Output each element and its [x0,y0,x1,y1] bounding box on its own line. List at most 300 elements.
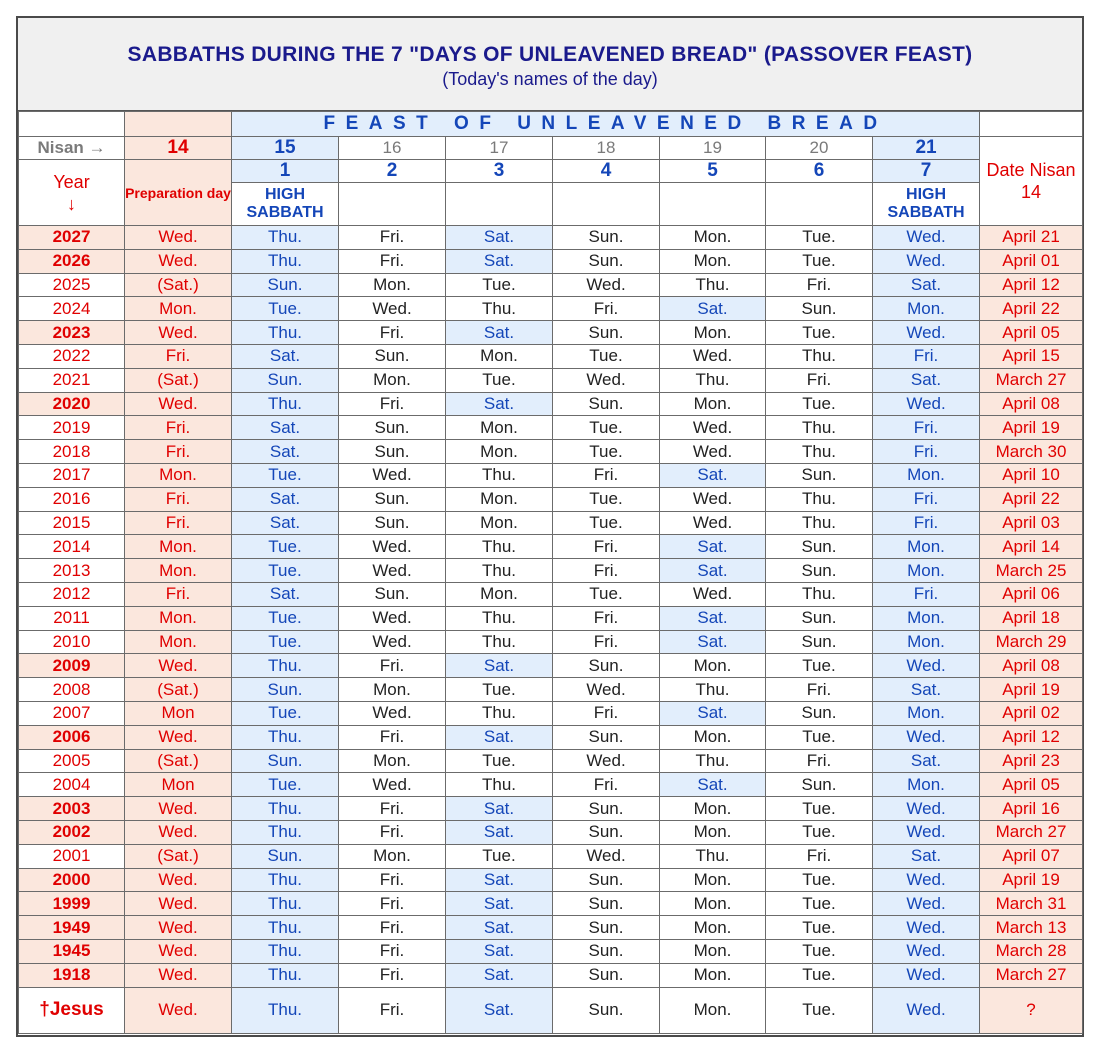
day-cell: Sun. [766,606,873,630]
day-cell: Fri. [339,654,446,678]
day-cell: Tue. [232,297,339,321]
preparation-cell: Wed. [125,963,232,987]
date-cell: March 31 [980,892,1083,916]
day-cell: Tue. [553,344,660,368]
day-cell: Wed. [873,868,980,892]
day-cell: Thu. [766,511,873,535]
day-cell: Sat. [446,892,553,916]
date-cell: April 23 [980,749,1083,773]
table-row [19,868,1083,892]
year-label: Year [53,171,90,192]
year-cell: 2007 [19,701,125,725]
preparation-cell: Wed. [125,321,232,345]
day-cell: Mon. [660,321,766,345]
day-cell: Mon. [446,440,553,464]
day-cell: Thu. [446,630,553,654]
year-cell: 2010 [19,630,125,654]
table-row [19,511,1083,535]
day-cell: Sun. [339,582,446,606]
day-cell: Tue. [766,892,873,916]
day-cell: Sat. [446,654,553,678]
preparation-cell: (Sat.) [125,844,232,868]
day-cell: Mon. [660,868,766,892]
day-cell: Thu. [232,916,339,940]
day-cell: Sat. [446,226,553,250]
day-cell: Mon. [873,701,980,725]
day-cell: Thu. [446,535,553,559]
day-cell: Sat. [446,939,553,963]
nisan-label: Nisan → [19,137,125,160]
day-cell: Thu. [446,606,553,630]
day-cell: Sat. [446,321,553,345]
table-row [19,392,1083,416]
feast-day-4: 4 [553,160,660,183]
day-cell: Wed. [873,892,980,916]
day-cell: Tue. [766,226,873,250]
day-cell: Wed. [553,273,660,297]
preparation-cell: Mon. [125,559,232,583]
day-cell: Thu. [766,487,873,511]
day-cell: Tue. [766,654,873,678]
empty-prep-cell [125,112,232,137]
day-cell: Tue. [766,987,873,1033]
day-cell: Fri. [339,820,446,844]
day-cell: Sat. [873,273,980,297]
day-cell: Wed. [339,535,446,559]
preparation-cell: Wed. [125,797,232,821]
day-cell: Sat. [660,297,766,321]
year-cell: 2004 [19,773,125,797]
day-cell: Thu. [766,416,873,440]
day-cell: Sat. [873,678,980,702]
preparation-cell: Mon. [125,630,232,654]
day-cell: Sat. [446,249,553,273]
day-cell: Fri. [339,987,446,1033]
day-cell: Sat. [446,868,553,892]
day-cell: Fri. [873,487,980,511]
day-cell: Sun. [766,535,873,559]
table-row [19,844,1083,868]
day-cell: Tue. [766,939,873,963]
day-cell: Thu. [446,297,553,321]
day-cell: Mon. [873,773,980,797]
nisan-day-21: 21 [873,137,980,160]
day-cell: Sat. [873,368,980,392]
date-cell: April 19 [980,678,1083,702]
day-cell: Wed. [660,344,766,368]
date-cell: April 12 [980,725,1083,749]
date-cell: April 02 [980,701,1083,725]
feast-day-6: 6 [766,160,873,183]
page-subtitle: (Today's names of the day) [442,69,658,89]
day-cell: Thu. [660,273,766,297]
date-cell: March 28 [980,939,1083,963]
day-cell: Mon. [660,892,766,916]
day-cell: Mon. [873,297,980,321]
day-cell: Fri. [339,226,446,250]
day-cell: Thu. [766,344,873,368]
year-cell: 1999 [19,892,125,916]
day-cell: Wed. [873,939,980,963]
year-cell: 2021 [19,368,125,392]
day-cell: Thu. [446,463,553,487]
day-cell: Wed. [873,987,980,1033]
feast-day-1: 1 [232,160,339,183]
date-cell: April 19 [980,868,1083,892]
table-row [19,582,1083,606]
day-cell: Mon. [446,487,553,511]
day-cell: Thu. [232,226,339,250]
day-cell: Tue. [766,249,873,273]
day-cell: Fri. [873,511,980,535]
day-cell: Mon. [873,559,980,583]
day-cell: Sat. [446,820,553,844]
preparation-cell: Fri. [125,487,232,511]
day-cell: Tue. [232,463,339,487]
year-cell: 2017 [19,463,125,487]
day-cell: Fri. [873,440,980,464]
day-cell: Tue. [553,487,660,511]
day-cell: Fri. [339,249,446,273]
day-cell: Sat. [446,916,553,940]
table-row [19,440,1083,464]
day-cell: Sun. [553,868,660,892]
year-cell: 2006 [19,725,125,749]
day-cell: Mon. [339,368,446,392]
day-cell: Sun. [339,511,446,535]
day-cell: Sat. [232,344,339,368]
day-cell: Thu. [660,749,766,773]
table-row [19,226,1083,250]
preparation-cell: Wed. [125,725,232,749]
table-row [19,654,1083,678]
day-cell: Mon. [339,273,446,297]
day-cell: Sun. [553,249,660,273]
day-cell: Fri. [553,559,660,583]
day-cell: Mon. [446,511,553,535]
day-cell: Thu. [232,868,339,892]
day-cell: Mon. [446,582,553,606]
day-cell: Sun. [766,701,873,725]
day-cell: Fri. [339,392,446,416]
day-cell: Fri. [339,963,446,987]
date-cell: April 14 [980,535,1083,559]
year-cell: 2026 [19,249,125,273]
day-cell: Sat. [446,392,553,416]
year-cell: 2025 [19,273,125,297]
preparation-cell: Mon. [125,606,232,630]
date-cell: April 15 [980,344,1083,368]
table-row [19,249,1083,273]
day-cell: Tue. [766,916,873,940]
preparation-cell: Wed. [125,939,232,963]
day-cell: Sun. [339,487,446,511]
day-cell: Thu. [232,820,339,844]
table-row [19,916,1083,940]
day-cell: Tue. [232,606,339,630]
day-cell: Tue. [232,559,339,583]
date-cell: April 21 [980,226,1083,250]
day-cell: Thu. [660,844,766,868]
day-cell: Thu. [766,582,873,606]
day-cell: Wed. [339,297,446,321]
day-cell: Wed. [339,630,446,654]
nisan-day-16: 16 [339,137,446,160]
day-cell: Sun. [339,440,446,464]
table-row [19,344,1083,368]
feast-day-2: 2 [339,160,446,183]
page-title: SABBATHS DURING THE 7 "DAYS OF UNLEAVENED BREAD" (PASSOVER FEAST) [127,43,973,66]
date-cell: March 29 [980,630,1083,654]
day-cell: Wed. [339,701,446,725]
table-row [19,463,1083,487]
day-cell: Sat. [660,630,766,654]
year-cell: 2019 [19,416,125,440]
day-cell: Sun. [766,559,873,583]
day-cell: Fri. [339,939,446,963]
date-cell: March 27 [980,368,1083,392]
day-cell: Fri. [766,844,873,868]
day-cell: Thu. [660,368,766,392]
table-row [19,678,1083,702]
day-cell: Tue. [553,582,660,606]
day-cell: Sat. [873,844,980,868]
day-cell: Fri. [553,630,660,654]
year-cell: 2013 [19,559,125,583]
preparation-cell: Wed. [125,226,232,250]
day-cell: Sun. [553,797,660,821]
preparation-cell: (Sat.) [125,273,232,297]
day-cell: Fri. [553,535,660,559]
day-cell: Tue. [232,701,339,725]
empty-cell [339,183,446,226]
day-cell: Tue. [766,820,873,844]
day-cell: Sun. [553,939,660,963]
preparation-cell: Wed. [125,892,232,916]
table-row [19,297,1083,321]
day-cell: Fri. [553,701,660,725]
day-cell: Sat. [446,725,553,749]
date-cell: March 27 [980,963,1083,987]
day-cell: Sat. [660,559,766,583]
day-cell: Fri. [873,582,980,606]
date-cell: April 16 [980,797,1083,821]
day-cell: Sun. [339,416,446,440]
day-cell: Mon. [660,987,766,1033]
day-cell: Mon. [873,535,980,559]
day-cell: Tue. [446,678,553,702]
day-cell: Mon. [660,654,766,678]
day-cell: Sun. [339,344,446,368]
table-row [19,368,1083,392]
preparation-cell: (Sat.) [125,678,232,702]
nisan-day-14: 14 [125,137,232,160]
preparation-cell: (Sat.) [125,749,232,773]
day-cell: Mon. [660,916,766,940]
date-cell: March 13 [980,916,1083,940]
day-cell: Mon. [446,416,553,440]
date-cell: April 22 [980,297,1083,321]
day-cell: Thu. [446,773,553,797]
day-cell: Tue. [553,440,660,464]
day-cell: Fri. [766,273,873,297]
day-cell: Wed. [339,463,446,487]
date-cell: March 27 [980,820,1083,844]
table-row [19,535,1083,559]
nisan-day-15: 15 [232,137,339,160]
day-cell: Wed. [873,725,980,749]
date-cell: March 30 [980,440,1083,464]
jesus-row [19,987,1083,1033]
date-cell: March 25 [980,559,1083,583]
table-row [19,321,1083,345]
date-cell: April 10 [980,463,1083,487]
table-row [19,773,1083,797]
preparation-cell: Mon [125,701,232,725]
table-row [19,725,1083,749]
day-cell: Mon. [660,249,766,273]
date-header [980,137,1083,226]
preparation-cell: Fri. [125,344,232,368]
day-cell: Fri. [339,725,446,749]
year-cell: 2008 [19,678,125,702]
day-cell: Sun. [553,987,660,1033]
day-cell: Sun. [553,916,660,940]
year-cell: 2016 [19,487,125,511]
empty-cell [446,183,553,226]
day-cell: Fri. [553,463,660,487]
year-cell: 2022 [19,344,125,368]
nisan-row [19,137,1083,160]
feast-banner: FEAST OF UNLEAVENED BREAD [232,112,980,137]
day-cell: Tue. [766,868,873,892]
day-cell: Tue. [553,416,660,440]
day-cell: Thu. [232,725,339,749]
day-cell: Sat. [232,487,339,511]
day-cell: Mon. [660,725,766,749]
day-cell: Fri. [339,868,446,892]
day-cell: Tue. [766,392,873,416]
day-cell: Tue. [766,797,873,821]
date-cell: April 08 [980,654,1083,678]
preparation-cell: Wed. [125,249,232,273]
empty-cell [766,183,873,226]
date-cell: April 05 [980,773,1083,797]
day-cell: Tue. [766,725,873,749]
table-row [19,487,1083,511]
day-cell: Thu. [232,654,339,678]
day-cell: Fri. [766,678,873,702]
table-row [19,606,1083,630]
date-cell: April 07 [980,844,1083,868]
day-cell: Mon. [660,820,766,844]
down-arrow-icon: ↓ [67,193,76,214]
day-cell: Mon. [660,797,766,821]
day-cell: Wed. [660,582,766,606]
day-cell: Mon. [873,463,980,487]
year-cell: 2001 [19,844,125,868]
day-cell: Sun. [553,654,660,678]
empty-cell [980,112,1083,137]
day-cell: Thu. [232,321,339,345]
date-cell: April 19 [980,416,1083,440]
jesus-label: †Jesus [19,987,125,1033]
day-cell: Fri. [339,892,446,916]
day-cell: Wed. [873,226,980,250]
preparation-day-label: Preparation day [125,160,232,226]
table-row [19,273,1083,297]
day-cell: Wed. [873,916,980,940]
day-cell: Sat. [660,606,766,630]
day-cell: Wed. [339,606,446,630]
day-cell: Thu. [232,249,339,273]
day-cell: Thu. [446,701,553,725]
day-cell: Wed. [873,797,980,821]
day-cell: Tue. [553,511,660,535]
day-cell: Thu. [232,963,339,987]
preparation-cell: Fri. [125,416,232,440]
day-cell: Sun. [766,463,873,487]
day-cell: Wed. [873,249,980,273]
day-cell: Tue. [446,368,553,392]
day-cell: Sat. [660,701,766,725]
day-cell: Mon. [660,392,766,416]
day-cell: Tue. [766,963,873,987]
day-cell: Fri. [553,606,660,630]
table-row [19,701,1083,725]
preparation-cell: Mon. [125,297,232,321]
preparation-cell: Fri. [125,511,232,535]
day-cell: Fri. [873,344,980,368]
year-cell: 2012 [19,582,125,606]
feast-day-3: 3 [446,160,553,183]
date-cell: April 18 [980,606,1083,630]
day-cell: Tue. [446,749,553,773]
table-row [19,749,1083,773]
day-cell: Thu. [766,440,873,464]
year-cell: 2011 [19,606,125,630]
day-cell: Sun. [553,226,660,250]
year-cell: 2023 [19,321,125,345]
table-row [19,559,1083,583]
preparation-cell: Mon [125,773,232,797]
date-header-label: Date Nisan 14 [986,160,1076,202]
day-cell: Wed. [660,511,766,535]
table-row [19,892,1083,916]
table-row [19,630,1083,654]
day-cell: Sat. [660,463,766,487]
day-cell: Wed. [873,321,980,345]
table-row [19,963,1083,987]
feast-day-7: 7 [873,160,980,183]
day-cell: Sun. [553,392,660,416]
day-cell: Sat. [446,963,553,987]
feast-day-5: 5 [660,160,766,183]
day-cell: Sat. [232,416,339,440]
day-cell: Fri. [339,797,446,821]
preparation-cell: Wed. [125,868,232,892]
day-cell: Mon. [660,963,766,987]
calendar-table-frame [16,16,1084,1037]
year-header [19,160,125,226]
nisan-day-18: 18 [553,137,660,160]
day-cell: Wed. [873,820,980,844]
day-cell: Mon. [873,606,980,630]
day-cell: Sun. [553,963,660,987]
day-cell: Tue. [232,535,339,559]
high-sabbath-last: HIGH SABBATH [873,183,980,226]
table-row [19,820,1083,844]
